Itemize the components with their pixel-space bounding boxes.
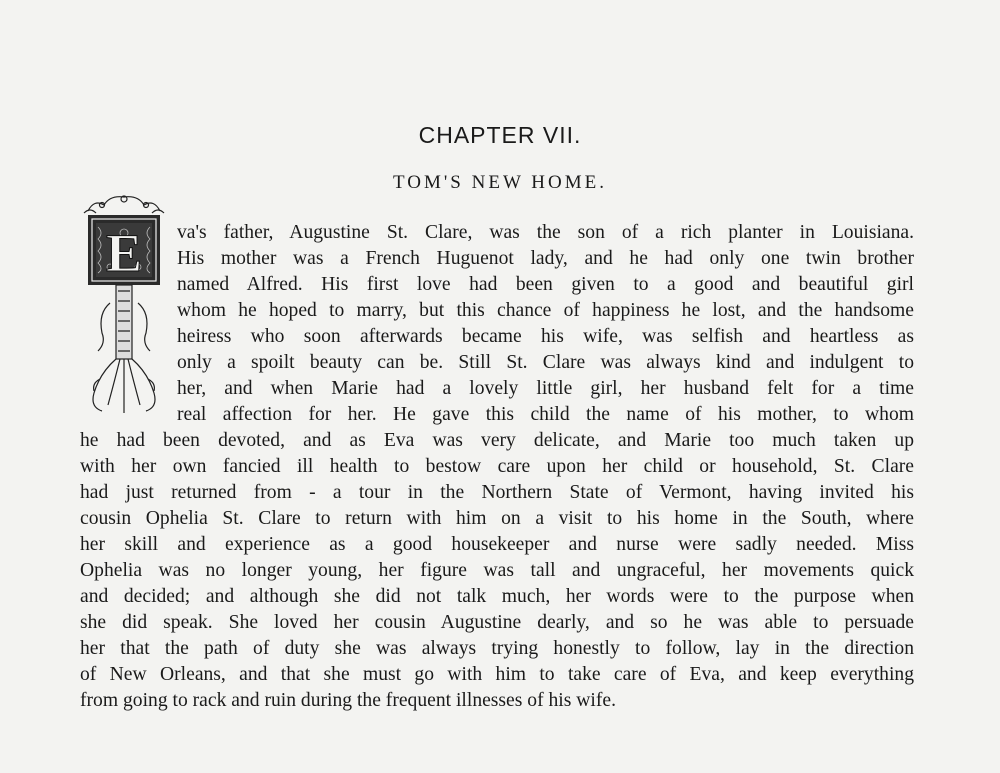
text-line: va's father, Augustine St. Clare, was the son of a rich planter in Louisiana. bbox=[177, 222, 914, 243]
text-line: cousin Ophelia St. Clare to return with him on a visit to his home in the South, where bbox=[80, 508, 914, 529]
text-line: her skill and experience as a good housekeeper and nurse were sadly needed. Miss bbox=[80, 534, 914, 555]
text-line: real affection for her. He gave this child the name of his mother, to whom bbox=[177, 404, 914, 425]
text-line: Ophelia was no longer young, her figure was tall and ungraceful, her movements quick bbox=[80, 560, 914, 581]
text-line: she did speak. She loved her cousin Augustine dearly, and so he was able to persuade bbox=[80, 612, 914, 633]
text-line: only a spoilt beauty can be. Still St. Clare was always kind and indulgent to bbox=[177, 352, 914, 373]
svg-text:E: E bbox=[105, 223, 143, 283]
text-line: from going to rack and ruin during the frequent illnesses of his wife. bbox=[80, 690, 616, 711]
ornamental-initial-e-icon bbox=[80, 193, 168, 415]
text-line: and decided; and although she did not talk much, her words were to the purpose when bbox=[80, 586, 914, 607]
text-line: he had been devoted, and as Eva was very delicate, and Marie too much taken up bbox=[80, 430, 914, 451]
text-line: named Alfred. His first love had been given to a good and beautiful girl bbox=[177, 274, 914, 295]
text-line: had just returned from - a tour in the Northern State of Vermont, having invited his bbox=[80, 482, 914, 503]
chapter-title: TOM'S NEW HOME. bbox=[393, 172, 607, 193]
text-line: of New Orleans, and that she must go with him to take care of Eva, and keep everything bbox=[80, 664, 914, 685]
text-line: His mother was a French Huguenot lady, and he had only one twin brother bbox=[177, 248, 914, 269]
chapter-heading: CHAPTER VII. bbox=[418, 122, 582, 148]
text-line: whom he hoped to marry, but this chance of happiness he lost, and the handsome bbox=[177, 300, 914, 321]
text-line: heiress who soon afterwards became his wife, was selfish and heartless as bbox=[177, 326, 914, 347]
text-line: her that the path of duty she was always trying honestly to follow, lay in the direction bbox=[80, 638, 914, 659]
text-line: her, and when Marie had a lovely little girl, her husband felt for a time bbox=[177, 378, 914, 399]
text-line: with her own fancied ill health to bestow care upon her child or household, St. Clare bbox=[80, 456, 914, 477]
